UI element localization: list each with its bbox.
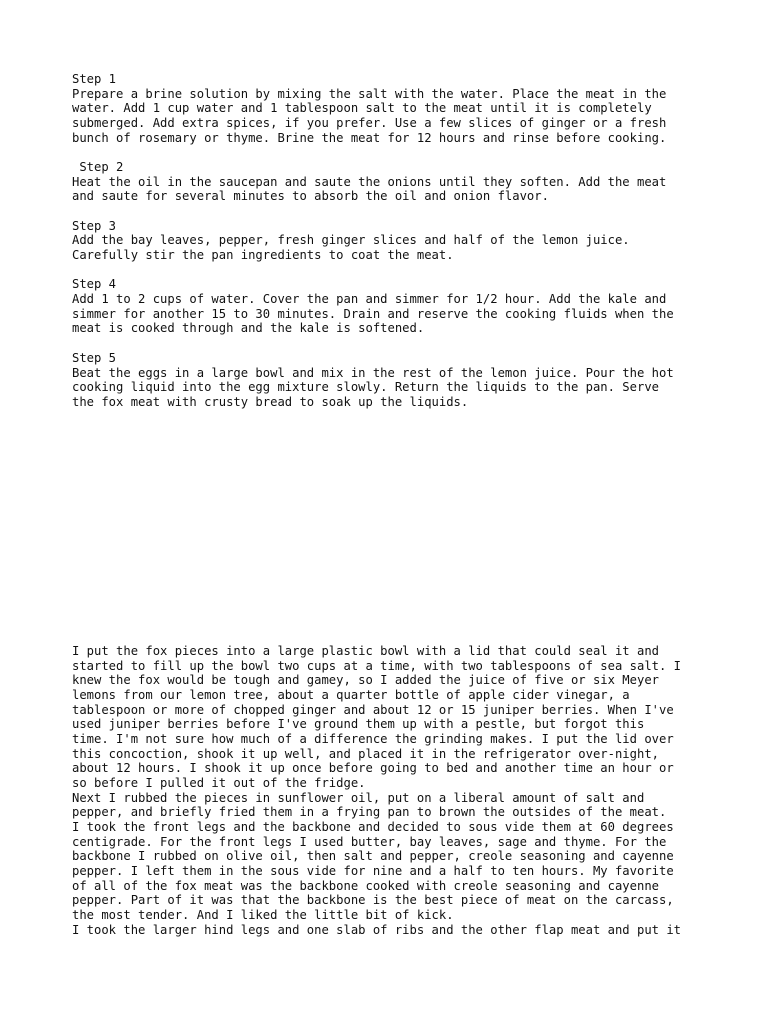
step-1-line: water. Add 1 cup water and 1 tablespoon salt to the meat until it is completely	[72, 101, 652, 115]
narrative-line: used juniper berries before I've ground them up with a pestle, but forgot this	[72, 717, 645, 731]
step-5-line: Beat the eggs in a large bowl and mix in the rest of the lemon juice. Pour the hot	[72, 366, 674, 380]
narrative-line: centigrade. For the front legs I used butter, bay leaves, sage and thyme. For the	[72, 835, 667, 849]
narrative-line: started to fill up the bowl two cups at a time, with two tablespoons of sea salt. I	[72, 659, 682, 673]
narrative-line: knew the fox would be tough and gamey, so I added the juice of five or six Meyer	[72, 673, 659, 687]
narrative-line: about 12 hours. I shook it up once before going to bed and another time an hour or	[72, 761, 674, 775]
narrative-line: I put the fox pieces into a large plastic bowl with a lid that could seal it and	[72, 644, 659, 658]
narrative-line: the most tender. And I liked the little bit of kick.	[72, 908, 454, 922]
narrative-line: pepper. I left them in the sous vide for nine and a half to ten hours. My favorite	[72, 864, 674, 878]
narrative-line: this concoction, shook it up well, and placed it in the refrigerator over-night,	[72, 747, 659, 761]
step-2-title: Step 2	[72, 160, 124, 174]
narrative-line: lemons from our lemon tree, about a quarter bottle of apple cider vinegar, a	[72, 688, 630, 702]
step-4-title: Step 4	[72, 277, 117, 291]
step-1-line: Prepare a brine solution by mixing the salt with the water. Place the meat in the	[72, 87, 667, 101]
narrative-line: time. I'm not sure how much of a difference the grinding makes. I put the lid over	[72, 732, 674, 746]
narrative-line: tablespoon or more of chopped ginger and about 12 or 15 juniper berries. When I've	[72, 703, 674, 717]
step-2-line: Heat the oil in the saucepan and saute the onions until they soften. Add the meat	[72, 175, 667, 189]
step-1-title: Step 1	[72, 72, 117, 86]
narrative-line: I took the front legs and the backbone and decided to sous vide them at 60 degrees	[72, 820, 674, 834]
step-3-title: Step 3	[72, 219, 117, 233]
step-1-line: bunch of rosemary or thyme. Brine the meat for 12 hours and rinse before cooking.	[72, 131, 667, 145]
step-4-line: Add 1 to 2 cups of water. Cover the pan and simmer for 1/2 hour. Add the kale and	[72, 292, 667, 306]
narrative-line: so before I pulled it out of the fridge.	[72, 776, 366, 790]
step-3-line: Add the bay leaves, pepper, fresh ginger slices and half of the lemon juice.	[72, 233, 630, 247]
step-4-line: simmer for another 15 to 30 minutes. Drain and reserve the cooking fluids when the	[72, 307, 674, 321]
step-4-line: meat is cooked through and the kale is softened.	[72, 321, 425, 335]
step-5-title: Step 5	[72, 351, 117, 365]
narrative-line: of all of the fox meat was the backbone cooked with creole seasoning and cayenne	[72, 879, 659, 893]
narrative-line: backbone I rubbed on olive oil, then salt and pepper, creole seasoning and cayenne	[72, 849, 674, 863]
narrative-line: pepper. Part of it was that the backbone is the best piece of meat on the carcass,	[72, 893, 674, 907]
step-3-line: Carefully stir the pan ingredients to coat the meat.	[72, 248, 454, 262]
step-2-line: and saute for several minutes to absorb the oil and onion flavor.	[72, 189, 549, 203]
narrative-line: I took the larger hind legs and one slab of ribs and the other flap meat and put it	[72, 923, 682, 937]
step-5-line: cooking liquid into the egg mixture slowly. Return the liquids to the pan. Serve	[72, 380, 659, 394]
step-1-line: submerged. Add extra spices, if you prefer. Use a few slices of ginger or a fresh	[72, 116, 667, 130]
narrative-line: Next I rubbed the pieces in sunflower oil, put on a liberal amount of salt and	[72, 791, 645, 805]
narrative-line: pepper, and briefly fried them in a frying pan to brown the outsides of the meat.	[72, 805, 667, 819]
step-5-line: the fox meat with crusty bread to soak up the liquids.	[72, 395, 469, 409]
